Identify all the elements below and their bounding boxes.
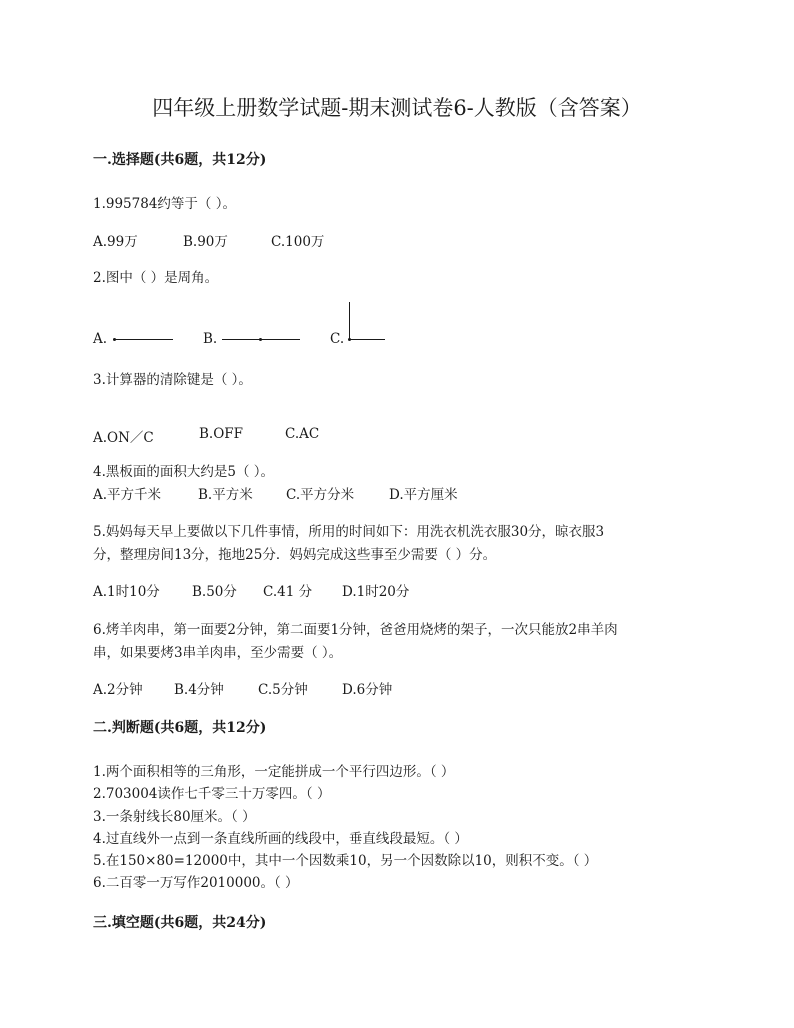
q6-option-c: C.5分钟: [258, 682, 308, 698]
judge-question-6: 6.二百零一万写作2010000。（ ）: [93, 875, 299, 891]
question-3-stem: 3.计算器的清除键是（ ）。: [93, 372, 252, 388]
q3-option-c: C.AC: [285, 426, 320, 442]
question-6-line1: 6.烤羊肉串，第一面要2分钟，第二面要1分钟，爸爸用烧烤的架子，一次只能放2串羊肉: [93, 622, 618, 638]
section-heading-judge: 二.判断题(共6题，共12分): [93, 720, 267, 736]
q6-option-a: A.2分钟: [93, 682, 143, 698]
question-4-stem: 4.黑板面的面积大约是5（ ）。: [93, 464, 275, 480]
q4-option-c: C.平方分米: [286, 487, 355, 503]
q4-option-a: A.平方千米: [93, 487, 162, 503]
section-heading-choice: 一.选择题(共6题，共12分): [93, 152, 267, 168]
question-1-stem: 1.995784约等于（ ）。: [93, 196, 236, 212]
q5-option-d: D.1时20分: [342, 584, 410, 600]
q5-option-c: C.41 分: [263, 584, 313, 600]
q1-option-b: B.90万: [183, 234, 228, 250]
q5-option-a: A.1时10分: [93, 584, 160, 600]
judge-question-5: 5.在150×80=12000中，其中一个因数乘10，另一个因数除以10，则积不变。（ ）: [93, 853, 598, 869]
question-5-line1: 5.妈妈每天早上要做以下几件事情，所用的时间如下：用洗衣机洗衣服30分，晾衣服3: [93, 524, 605, 540]
judge-question-2: 2.703004读作七千零三十万零四。（ ）: [93, 786, 331, 802]
question-5-line2: 分，整理房间13分，拖地25分．妈妈完成这些事至少需要（ ）分。: [93, 547, 497, 563]
q6-option-b: B.4分钟: [174, 682, 224, 698]
q2-option-a: A.: [93, 331, 108, 347]
q3-option-a: A.ON／C: [93, 430, 154, 446]
q1-option-c: C.100万: [271, 234, 325, 250]
question-6-line2: 串，如果要烤3串羊肉串，至少需要（ ）。: [93, 645, 343, 661]
judge-question-3: 3.一条射线长80厘米。（ ）: [93, 809, 256, 825]
q5-option-b: B.50分: [192, 584, 237, 600]
section-heading-fill: 三.填空题(共6题，共24分): [93, 915, 267, 931]
q2-option-c: C.: [330, 331, 345, 347]
q4-option-d: D.平方厘米: [389, 487, 458, 503]
q6-option-d: D.6分钟: [342, 682, 393, 698]
judge-question-4: 4.过直线外一点到一条直线所画的线段中，垂直线段最短。（ ）: [93, 831, 468, 847]
q2-option-b: B.: [203, 331, 218, 347]
q3-option-b: B.OFF: [199, 426, 244, 442]
judge-question-1: 1.两个面积相等的三角形，一定能拼成一个平行四边形。（ ）: [93, 764, 455, 780]
q1-option-a: A.99万: [93, 234, 138, 250]
page-title: 四年级上册数学试题-期末测试卷6-人教版（含答案）: [152, 96, 642, 120]
question-2-stem: 2.图中（ ）是周角。: [93, 270, 219, 286]
q4-option-b: B.平方米: [198, 487, 253, 503]
